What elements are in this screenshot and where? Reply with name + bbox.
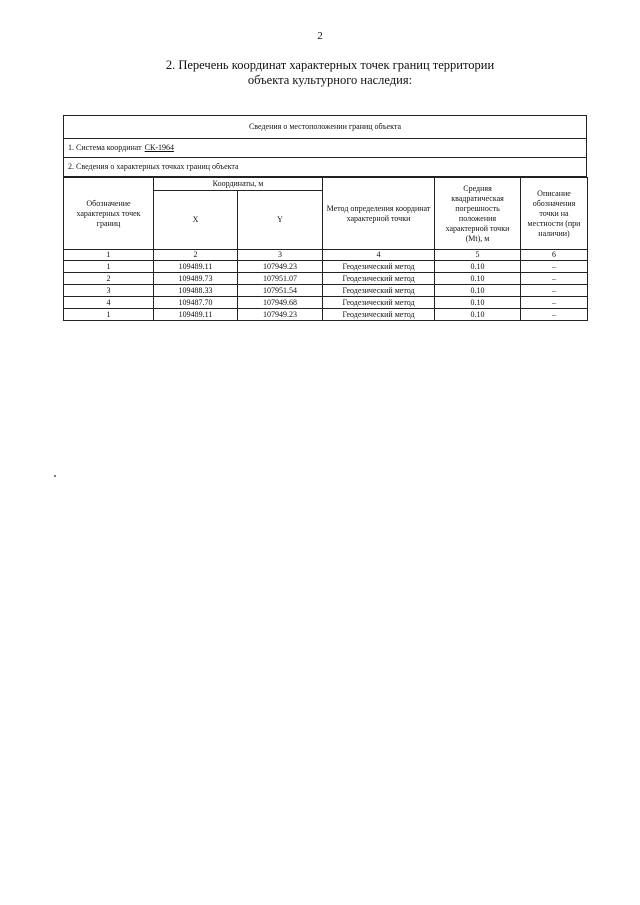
cell-method: Геодезический метод (323, 273, 435, 285)
scan-speck (54, 475, 56, 477)
cell-y: 107951.07 (238, 273, 323, 285)
cell-description: – (521, 309, 588, 321)
cell-y: 107949.23 (238, 261, 323, 273)
cell-description: – (521, 285, 588, 297)
cell-point: 3 (64, 285, 154, 297)
column-header-coordinates: Координаты, м (154, 178, 323, 191)
cell-x: 109489.73 (154, 273, 238, 285)
column-number: 3 (238, 250, 323, 261)
table-header: Сведения о местоположении границ объекта (63, 115, 587, 139)
column-header-method: Метод определения координат характерной точки (323, 178, 435, 250)
cell-error: 0.10 (435, 285, 521, 297)
title-line-1: 2. Перечень координат характерных точек границ территории (165, 58, 495, 72)
cell-x: 109487.70 (154, 297, 238, 309)
coordinate-system-label: 1. Система координат (68, 143, 142, 152)
coordinates-table (63, 177, 588, 321)
cell-error: 0.10 (435, 273, 521, 285)
cell-description: – (521, 261, 588, 273)
cell-point: 1 (64, 309, 154, 321)
cell-point: 2 (64, 273, 154, 285)
cell-y: 107949.68 (238, 297, 323, 309)
column-number: 5 (435, 250, 521, 261)
cell-point: 4 (64, 297, 154, 309)
table-row (64, 309, 588, 321)
table-row (64, 297, 588, 309)
cell-y: 107949.23 (238, 309, 323, 321)
column-header-description: Описание обозначения точки на местности (при наличии) (521, 178, 588, 250)
cell-error: 0.10 (435, 297, 521, 309)
cell-y: 107951.54 (238, 285, 323, 297)
column-number: 1 (64, 250, 154, 261)
column-number: 4 (323, 250, 435, 261)
cell-x: 109489.11 (154, 261, 238, 273)
cell-method: Геодезический метод (323, 309, 435, 321)
cell-description: – (521, 297, 588, 309)
coordinate-system-value: СК-1964 (144, 143, 174, 152)
cell-method: Геодезический метод (323, 297, 435, 309)
document-title (100, 58, 560, 88)
cell-method: Геодезический метод (323, 261, 435, 273)
cell-method: Геодезический метод (323, 285, 435, 297)
column-header-y: Y (238, 191, 323, 250)
table-row (64, 273, 588, 285)
column-header-x: X (154, 191, 238, 250)
boundary-table-frame (63, 115, 587, 321)
page-number: 2 (317, 30, 323, 42)
coordinate-system-row (63, 139, 587, 158)
column-header-point: Обозначение характерных точек границ (64, 178, 154, 250)
cell-x: 109488.33 (154, 285, 238, 297)
title-line-2: объекта культурного наследия: (247, 73, 413, 87)
cell-point: 1 (64, 261, 154, 273)
column-number: 6 (521, 250, 588, 261)
table-row (64, 285, 588, 297)
column-header-error: Средняя квадратическая погрешность положения характерной точки (Mt), м (435, 178, 521, 250)
cell-error: 0.10 (435, 309, 521, 321)
column-number: 2 (154, 250, 238, 261)
points-section-header: 2. Сведения о характерных точках границ объекта (63, 158, 587, 177)
table-row (64, 261, 588, 273)
cell-error: 0.10 (435, 261, 521, 273)
cell-description: – (521, 273, 588, 285)
cell-x: 109489.11 (154, 309, 238, 321)
